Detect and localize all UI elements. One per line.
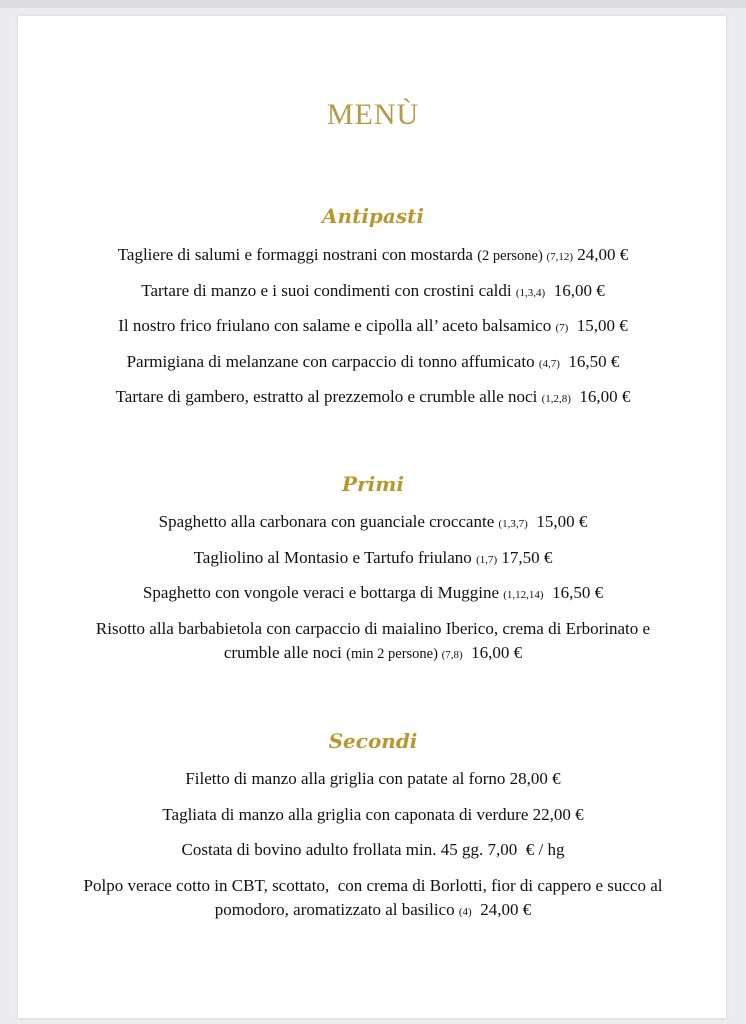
menu-item [0, 243, 746, 270]
menu-item-price: 7,00 € / hg [487, 840, 565, 859]
menu-item-name: Costata di bovino adulto frollata min. 45 gg. [181, 840, 488, 859]
menu-item-name: Spaghetto con vongole veraci e bottarga di Muggine [142, 583, 504, 602]
menu-item-allergens: (1,2,8) [541, 393, 571, 405]
menu-item-allergens: (4,7) [538, 357, 560, 370]
menu-item [0, 803, 746, 830]
menu-item-price: 28,00 € [509, 769, 561, 788]
menu-item-allergens: (1,12,14) [503, 589, 544, 601]
menu-item-name: Tagliata di manzo alla griglia con caponata di verdure [162, 804, 533, 824]
section-title-antipasti: Antipasti [322, 204, 424, 228]
menu-item [0, 510, 746, 537]
section-title-secondi: Secondi [328, 729, 418, 753]
menu-item-price: 24,00 € [471, 900, 532, 919]
menu-item [73, 874, 673, 925]
menu-item-price: 16,00 € [462, 643, 523, 662]
menu-item-price: 16,50 € [543, 583, 604, 602]
menu-item [73, 617, 673, 668]
menu-item-allergens: (1,3,7) [498, 518, 528, 530]
menu-item-note: (2 persone) [477, 248, 547, 264]
menu-item-price: 24,00 € [573, 245, 629, 264]
section-title-primi: Primi [342, 472, 404, 496]
menu-item-allergens: (7,12) [546, 251, 574, 263]
section-items-antipasti [0, 243, 746, 421]
menu-item-name: Tagliere di salumi e formaggi nostrani con mostarda [117, 245, 478, 264]
menu-title: MENÙ [326, 98, 420, 131]
menu-item [0, 350, 746, 377]
section-items-primi [0, 510, 746, 677]
menu-item-note: (min 2 persone) [346, 646, 442, 662]
menu-item-price: 22,00 € [532, 804, 584, 824]
menu-item-price: 16,00 € [570, 387, 631, 406]
menu-item-price: 15,00 € [527, 512, 588, 531]
menu-item-name: Tagliolino al Montasio e Tartufo friulano [193, 547, 477, 567]
menu-item-name: Tartare di gambero, estratto al prezzemolo e crumble alle noci [115, 387, 542, 406]
menu-item-name: Parmigiana di melanzane con carpaccio di tonno affumicato [126, 351, 539, 371]
menu-item [0, 314, 746, 341]
menu-item-price: 15,00 € [568, 316, 628, 335]
menu-item-allergens: (7) [555, 322, 569, 334]
menu-item-name: Tartare di manzo e i suoi condimenti con crostini caldi [141, 280, 516, 300]
menu-item-price: 17,50 € [497, 547, 553, 567]
menu-item [0, 767, 746, 794]
menu-item [0, 581, 746, 608]
menu-item [0, 279, 746, 306]
menu-item-name: Filetto di manzo alla griglia con patate al forno [185, 769, 510, 788]
menu-item-name: Risotto alla barbabietola con carpaccio di maialino Iberico, crema di Erborinato e crumble alle noci [95, 618, 655, 662]
menu-item-price: 16,00 € [545, 280, 605, 300]
top-bar [0, 0, 746, 8]
menu-item-allergens: (1,7) [476, 553, 498, 566]
menu-item-allergens: (4) [458, 906, 472, 918]
menu-item-allergens: (7,8) [441, 649, 463, 661]
menu-item-name: Il nostro frico friulano con salame e cipolla all’ aceto balsamico [118, 316, 556, 335]
menu-item-name: Polpo verace cotto in CBT, scottato, con crema di Borlotti, fior di cappero e succo al pomodoro, aromatizzato al basilico [83, 875, 667, 919]
menu-item-name: Spaghetto alla carbonara con guanciale croccante [158, 512, 499, 531]
menu-item [0, 385, 746, 412]
section-items-secondi [0, 767, 746, 934]
menu-item [0, 546, 746, 573]
menu-item [0, 838, 746, 865]
menu-item-allergens: (1,3,4) [515, 286, 546, 299]
menu-item-price: 16,50 € [559, 351, 620, 371]
